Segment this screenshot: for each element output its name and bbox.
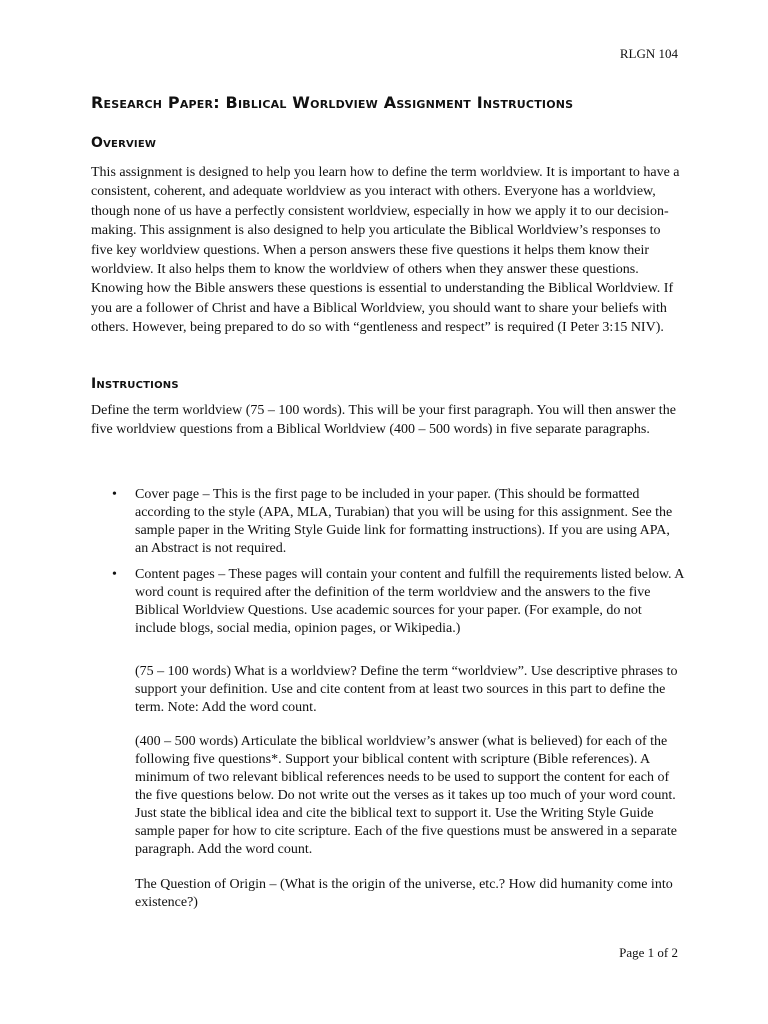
list-item-content-pages xyxy=(91,566,686,638)
document-title: Research Paper: Biblical Worldview Assignment Instructions xyxy=(91,93,574,112)
overview-paragraph: This assignment is designed to help you learn how to define the term worldview. It is important to have a consistent, coherent, and adequate worldview as you interact with others. Everyone has a worldview, though none of us have a perfectly consistent worldview, especially in how we apply it to our decision-making. This assignment is also designed to help you articulate the Biblical Worldview’s responses to five key worldview questions. When a person answers these five questions it helps them know their worldview. It also helps them to know the worldview of others when they answer these questions. Knowing how the Bible answers these questions is essential to understanding the Biblical Worldview. If you are a follower of Christ and have a Biblical Worldview, you should want to share your beliefs with others. However, being prepared to do so with “gentleness and respect” is required (I Peter 3:15 NIV). xyxy=(91,165,680,336)
bullet-icon: • xyxy=(112,487,117,502)
page-number: Page 1 of 2 xyxy=(619,945,678,960)
instructions-intro: Define the term worldview (75 – 100 words). This will be your first paragraph. You will then answer the five worldview questions from a Biblical Worldview (400 – 500 words) in five separate paragraphs. xyxy=(91,403,676,438)
list-item-cover-page xyxy=(91,486,686,558)
content-pages-text: Content pages – These pages will contain your content and fulfill the requirements listed below. A word count is required after the definition of the term worldview and the answers to the five Biblical Worldview Questions. Use academic sources for your paper. (For example, do not include blogs, social media, opinion pages, or Wikipedia.) xyxy=(135,567,684,636)
overview-heading: Overview xyxy=(91,135,157,151)
requirements-list xyxy=(91,486,686,646)
five-questions-requirement: (400 – 500 words) Articulate the biblical worldview’s answer (what is believed) for each of the following five questions*. Support your biblical content with scripture (Bible references). A minimum of two relevant biblical references needs to be used to support the content for each of the five questions below. Do not write out the verses as it takes up too much of your word count. Just state the biblical idea and cite the biblical text to support it. Use the Writing Style Guide sample paper for how to cite scripture. Each of the five questions must be answered in a separate paragraph. Add the word count. xyxy=(135,734,677,857)
instructions-heading: Instructions xyxy=(91,376,179,392)
question-of-origin: The Question of Origin – (What is the origin of the universe, etc.? How did humanity come into existence?) xyxy=(135,877,673,910)
cover-page-text: Cover page – This is the first page to be included in your paper. (This should be formatted according to the style (APA, MLA, Turabian) that you will be using for this assignment. See the sample paper in the Writing Style Guide link for formatting instructions). If you are using APA, an Abstract is not required. xyxy=(135,487,673,556)
bullet-icon: • xyxy=(112,567,117,582)
course-code: RLGN 104 xyxy=(619,46,678,61)
worldview-definition-requirement: (75 – 100 words) What is a worldview? Define the term “worldview”. Use descriptive phrases to support your definition. Use and cite content from at least two sources in this part to define the term. Note: Add the word count. xyxy=(135,664,678,715)
